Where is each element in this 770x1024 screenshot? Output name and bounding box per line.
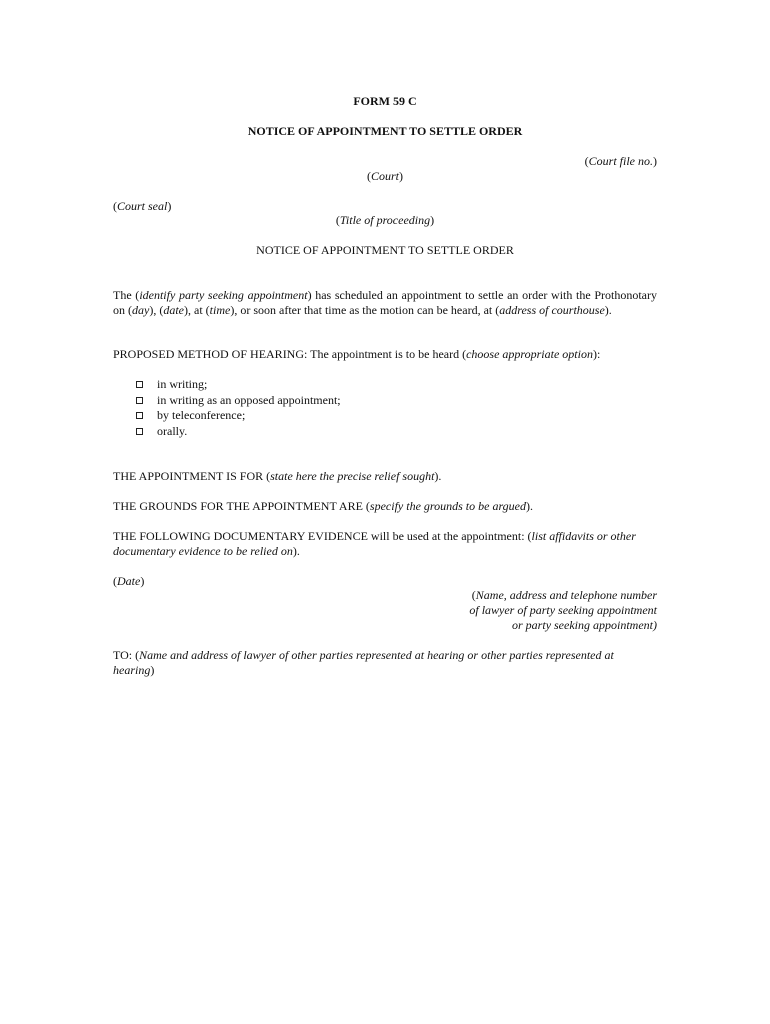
notice-title: NOTICE OF APPOINTMENT TO SETTLE ORDER xyxy=(256,243,514,257)
form-heading: NOTICE OF APPOINTMENT TO SETTLE ORDER xyxy=(247,124,523,138)
signature-line-3: or party seeking appointment) xyxy=(512,618,657,632)
signature-line-1: (Name, address and telephone number xyxy=(471,588,657,602)
checkbox-icon[interactable] xyxy=(136,397,143,404)
checkbox-icon[interactable] xyxy=(136,381,143,388)
signature-block xyxy=(469,588,657,633)
checkbox-icon[interactable] xyxy=(136,412,143,419)
court-seal: (Court seal) xyxy=(113,199,172,213)
grounds-for-appointment: THE GROUNDS FOR THE APPOINTMENT ARE (specify the grounds to be argued). xyxy=(113,499,534,513)
court-name: (Court) xyxy=(366,169,403,183)
appointment-paragraph: The (identify party seeking appointment) has scheduled an appointment to settle an order with the Prothonotary on (day), (date), at (time), or soon after that time as the motion can be heard, at (address of courthouse). xyxy=(113,288,658,317)
court-file-number: (Court file no.) xyxy=(584,154,657,168)
documentary-evidence: THE FOLLOWING DOCUMENTARY EVIDENCE will be used at the appointment: (list affidavits or other documentary evidence to be relied on). xyxy=(113,529,636,558)
hearing-option: in writing; xyxy=(136,377,341,393)
hearing-option: orally. xyxy=(136,424,341,440)
checkbox-icon[interactable] xyxy=(136,428,143,435)
form-number: FORM 59 C xyxy=(353,94,417,108)
date-field: (Date) xyxy=(113,574,145,588)
hearing-options-list xyxy=(136,377,341,439)
hearing-option: in writing as an opposed appointment; xyxy=(136,393,341,409)
proposed-method-of-hearing: PROPOSED METHOD OF HEARING: The appointment is to be heard (choose appropriate option): xyxy=(113,347,601,361)
signature-line-2: of lawyer of party seeking appointment xyxy=(469,603,657,617)
appointment-for: THE APPOINTMENT IS FOR (state here the precise relief sought). xyxy=(113,469,442,483)
hearing-option: by teleconference; xyxy=(136,408,341,424)
title-of-proceeding: (Title of proceeding) xyxy=(335,213,435,227)
to-recipients: TO: (Name and address of lawyer of other parties represented at hearing or other parties represented at hearing) xyxy=(113,648,614,677)
